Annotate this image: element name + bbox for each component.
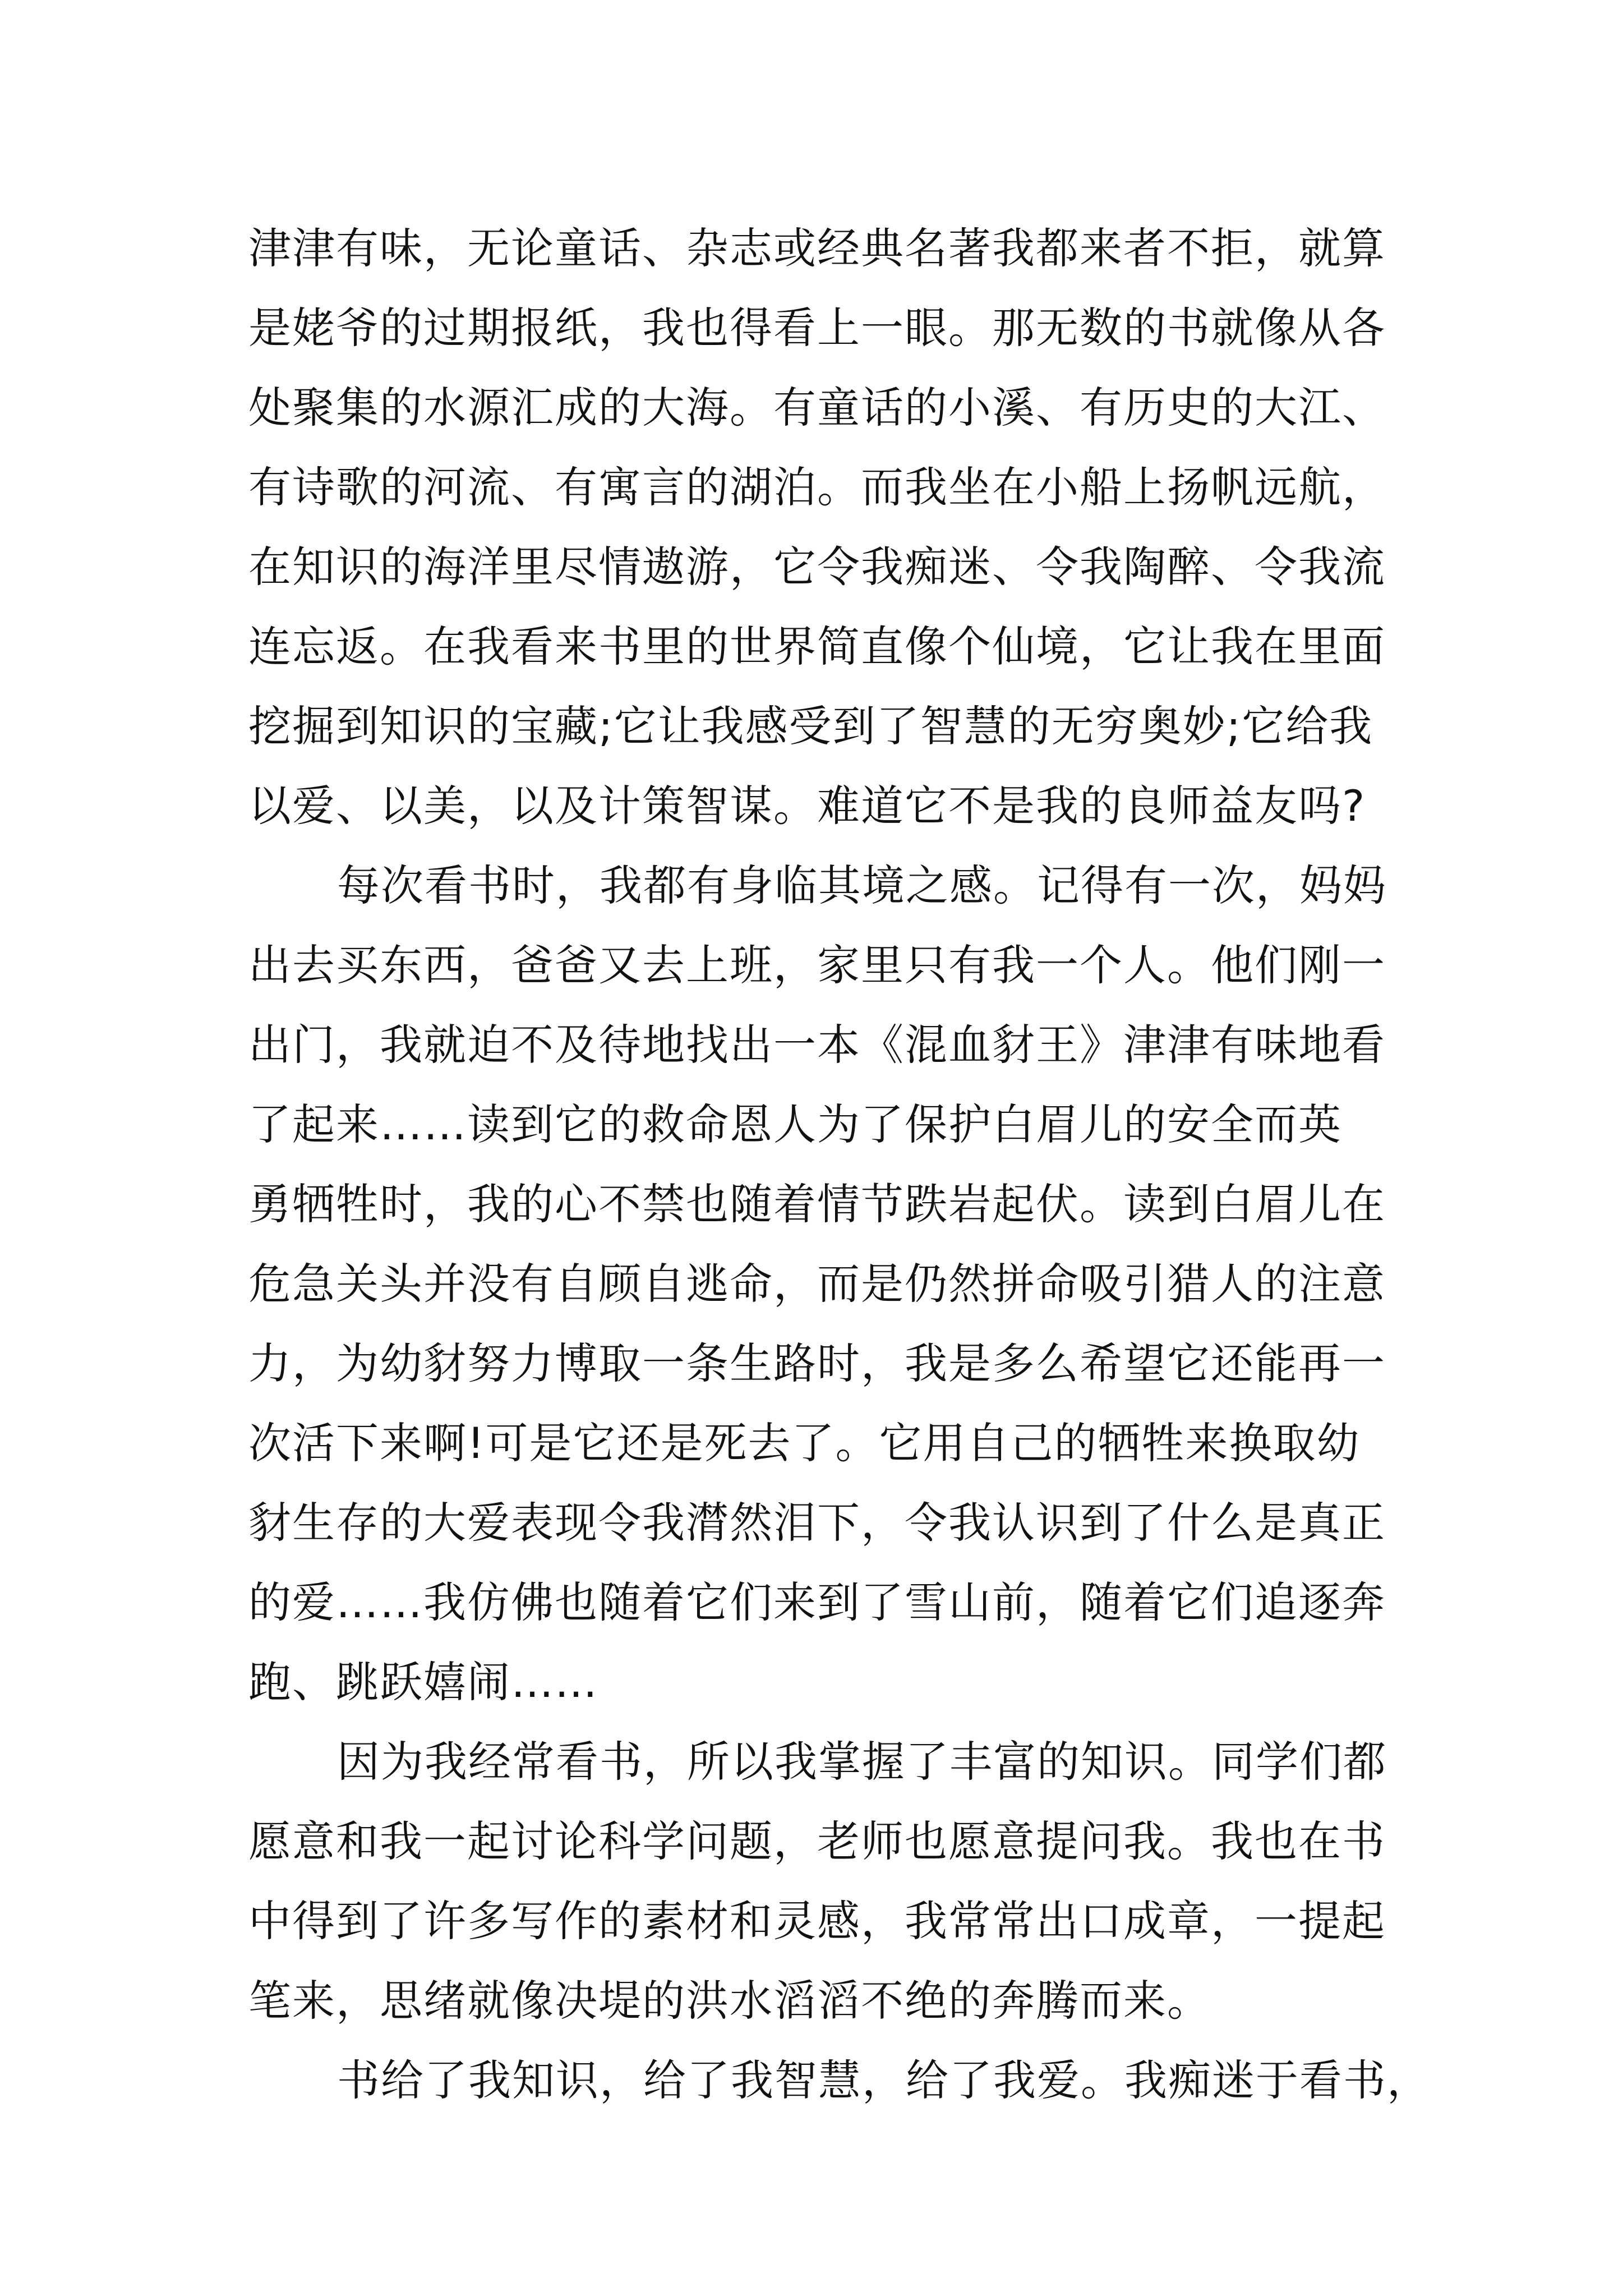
text-line: 出去买东西，爸爸又去上班，家里只有我一个人。他们刚一 — [248, 940, 1386, 990]
paragraph-start-line: 书给了我知识，给了我智慧，给了我爱。我痴迷于看书， — [337, 2055, 1431, 2105]
body-text — [248, 209, 1431, 2120]
text-line: 挖掘到知识的宝藏;它让我感受到了智慧的无穷奥妙;它给我 — [248, 701, 1373, 751]
text-line: 勇牺牲时，我的心不禁也随着情节跌岩起伏。读到白眉儿在 — [248, 1179, 1386, 1229]
text-line: 危急关头并没有自顾自逃命，而是仍然拼命吸引猎人的注意 — [248, 1259, 1386, 1309]
text-line: 有诗歌的河流、有寓言的湖泊。而我坐在小船上扬帆远航， — [248, 462, 1386, 512]
paragraph-start-line: 每次看书时，我都有身临其境之感。记得有一次，妈妈 — [337, 861, 1387, 910]
text-line: 愿意和我一起讨论科学问题，老师也愿意提问我。我也在书 — [248, 1816, 1386, 1866]
text-line: 的爱……我仿佛也随着它们来到了雪山前，随着它们追逐奔 — [248, 1577, 1386, 1627]
text-line: 中得到了许多写作的素材和灵感，我常常出口成章，一提起 — [248, 1896, 1386, 1946]
text-line: 出门，我就迫不及待地找出一本《混血豺王》津津有味地看 — [248, 1020, 1386, 1070]
text-line: 了起来……读到它的救命恩人为了保护白眉儿的安全而英 — [248, 1099, 1342, 1149]
text-line: 以爱、以美，以及计策智谋。难道它不是我的良师益友吗? — [248, 781, 1366, 831]
text-line: 在知识的海洋里尽情遨游，它令我痴迷、令我陶醉、令我流 — [248, 542, 1386, 592]
text-line: 豺生存的大爱表现令我潸然泪下，令我认识到了什么是真正 — [248, 1498, 1386, 1548]
text-line: 津津有味，无论童话、杂志或经典名著我都来者不拒，就算 — [248, 223, 1386, 273]
text-line: 连忘返。在我看来书里的世界简直像个仙境，它让我在里面 — [248, 622, 1386, 671]
text-line: 是姥爷的过期报纸，我也得看上一眼。那无数的书就像从各 — [248, 303, 1386, 353]
text-line: 力，为幼豺努力博取一条生路时，我是多么希望它还能再一 — [248, 1338, 1386, 1388]
text-line: 处聚集的水源汇成的大海。有童话的小溪、有历史的大江、 — [248, 383, 1386, 432]
text-line: 次活下来啊!可是它还是死去了。它用自己的牺牲来换取幼 — [248, 1418, 1361, 1468]
paragraph-start-line: 因为我经常看书，所以我掌握了丰富的知识。同学们都 — [337, 1737, 1387, 1787]
text-line: 跑、跳跃嬉闹…… — [248, 1657, 598, 1707]
text-line: 笔来，思绪就像决堤的洪水滔滔不绝的奔腾而来。 — [248, 1976, 1211, 2026]
